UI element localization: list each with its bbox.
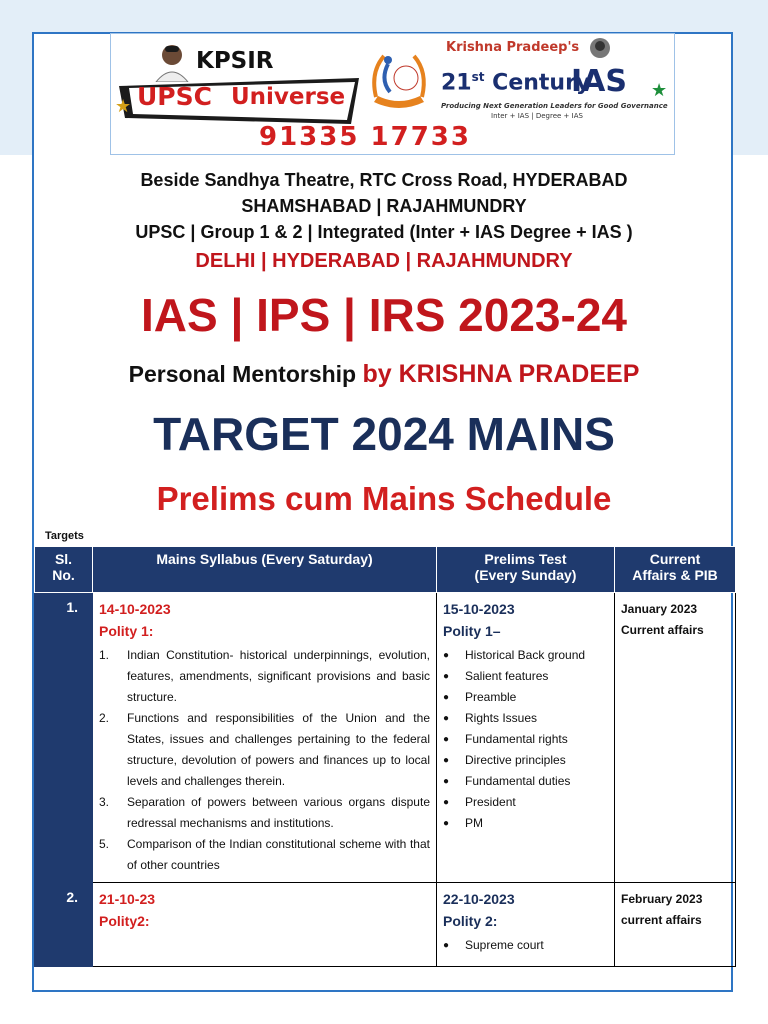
prelims-topic-list [443, 645, 608, 834]
mains-date: 14-10-2023 [99, 601, 171, 617]
mains-cell [93, 883, 437, 967]
list-item: 1. Indian Constitution- historical underpinnings, evolution, features, amendments, significant provisions and basic structure. [99, 648, 430, 704]
list-item: ● Preamble [443, 690, 517, 704]
kpsir-logo-text: KPSIR [196, 48, 274, 74]
list-item: ● Supreme court [443, 938, 544, 952]
upsc-logo-text: UPSC [137, 82, 212, 111]
prelims-date: 15-10-2023 [443, 601, 515, 617]
target-heading: TARGET 2024 MAINS [153, 408, 615, 460]
list-item: ● President [443, 795, 516, 809]
list-item: ● Historical Back ground [443, 648, 586, 662]
column-header-prelims: Prelims Test (Every Sunday) [437, 547, 615, 593]
row-number: 2. [35, 883, 93, 967]
star-icon: ★ [651, 80, 668, 101]
mains-topic: Polity2: [99, 913, 150, 929]
column-header-sl: Sl. No. [35, 547, 93, 593]
century-logo-text: 21st Century [441, 70, 591, 96]
portrait-icon [589, 37, 611, 63]
list-item: 2. Functions and responsibilities of the Union and the States, issues and challenges pertaining to the federal structure, devolution of powers and finances up to local levels and challenges therein. [99, 711, 430, 788]
column-header-current-affairs: Current Affairs & PIB [615, 547, 736, 593]
ias-logo-text: IAS [571, 64, 627, 99]
schedule-heading: Prelims cum Mains Schedule [156, 480, 612, 517]
mains-date: 21-10-23 [99, 891, 156, 907]
star-icon: ★ [115, 96, 132, 117]
column-header-mains: Mains Syllabus (Every Saturday) [93, 547, 437, 593]
prelims-cell [437, 883, 615, 967]
table-row [35, 593, 736, 883]
mentorship-line: Personal Mentorship by KRISHNA PRADEEP [128, 360, 640, 388]
tagline: Producing Next Generation Leaders for Good Governance [441, 102, 668, 110]
phone-number: 91335 17733 [259, 122, 471, 152]
list-item: ● Fundamental rights [443, 732, 568, 746]
prelims-topic-list [443, 935, 608, 956]
emblem-icon [366, 42, 432, 114]
prelims-topic: Polity 2: [443, 913, 498, 929]
list-item: 3. Separation of powers between various organs dispute redressal mechanisms and institutions. [99, 795, 430, 830]
schedule-table [34, 546, 736, 967]
mains-cell [93, 593, 437, 883]
krishna-pradeep-label: Krishna Pradeep's [446, 40, 580, 55]
mains-syllabus-list [99, 645, 430, 876]
address-line: Beside Sandhya Theatre, RTC Cross Road, HYDERABAD [140, 170, 628, 190]
mains-topic: Polity 1: [99, 623, 154, 639]
current-affairs-cell: February 2023 current affairs [615, 883, 736, 967]
cities-line: DELHI | HYDERABAD | RAJAHMUNDRY [195, 250, 573, 272]
current-affairs-cell: January 2023 Current affairs [615, 593, 736, 883]
list-item: ● PM [443, 816, 483, 830]
prelims-cell [437, 593, 615, 883]
universe-logo-text: Universe [231, 84, 346, 110]
list-item: ● Rights Issues [443, 711, 538, 725]
header-banner [110, 33, 675, 155]
prelims-topic: Polity 1– [443, 623, 501, 639]
tagline-secondary: Inter + IAS | Degree + IAS [491, 112, 583, 120]
table-header-row [35, 547, 736, 593]
branches-line: SHAMSHABAD | RAJAHMUNDRY [241, 196, 527, 216]
list-item: ● Directive principles [443, 753, 566, 767]
table-row [35, 883, 736, 967]
row-number: 1. [35, 593, 93, 883]
page-title: IAS | IPS | IRS 2023-24 [141, 289, 627, 341]
list-item: ● Salient features [443, 669, 549, 683]
avatar [153, 42, 191, 82]
targets-label: Targets [45, 530, 84, 542]
courses-line: UPSC | Group 1 & 2 | Integrated (Inter + IAS Degree + IAS ) [135, 222, 633, 242]
prelims-date: 22-10-2023 [443, 891, 515, 907]
list-item: ● Fundamental duties [443, 774, 571, 788]
list-item: 5. Comparison of the Indian constitutional scheme with that of other countries [99, 837, 430, 872]
